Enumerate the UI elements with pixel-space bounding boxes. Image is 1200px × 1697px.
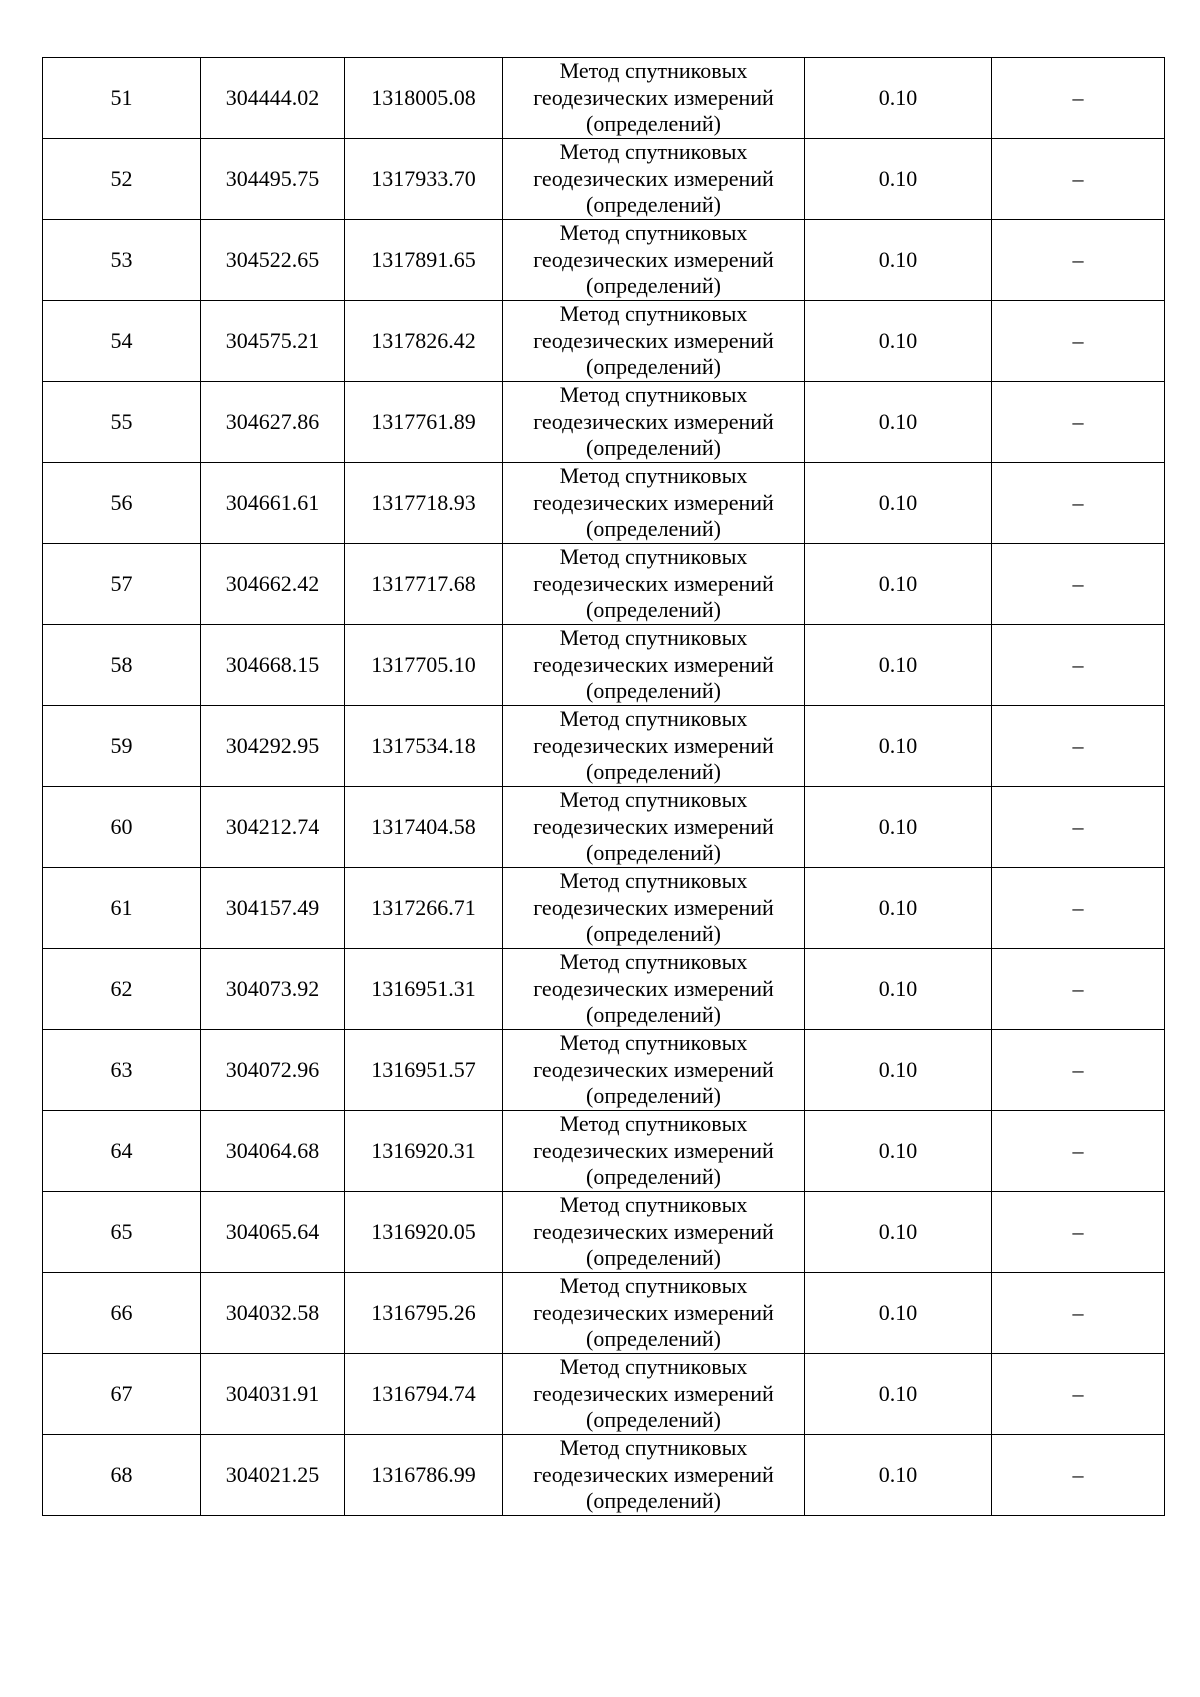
y-coordinate-cell: 1316794.74 <box>345 1354 503 1435</box>
x-coordinate-cell: 304495.75 <box>201 139 345 220</box>
accuracy-cell: 0.10 <box>805 463 992 544</box>
table-row <box>43 301 1165 382</box>
x-coordinate-cell: 304021.25 <box>201 1435 345 1516</box>
method-cell <box>503 1435 805 1516</box>
y-coordinate-cell: 1316795.26 <box>345 1273 503 1354</box>
accuracy-cell: 0.10 <box>805 706 992 787</box>
table-row <box>43 1273 1165 1354</box>
table-row <box>43 139 1165 220</box>
method-line-1: Метод спутниковых <box>559 787 748 813</box>
method-line-3: (определений) <box>586 1326 721 1352</box>
accuracy-cell: 0.10 <box>805 1030 992 1111</box>
note-cell: – <box>992 544 1165 625</box>
method-cell <box>503 1354 805 1435</box>
x-coordinate-cell: 304575.21 <box>201 301 345 382</box>
method-line-3: (определений) <box>586 435 721 461</box>
x-coordinate-cell: 304212.74 <box>201 787 345 868</box>
x-coordinate-cell: 304073.92 <box>201 949 345 1030</box>
table-body <box>43 58 1165 1516</box>
coordinates-table <box>42 57 1165 1516</box>
point-number-cell: 59 <box>43 706 201 787</box>
point-number-cell: 68 <box>43 1435 201 1516</box>
point-number-cell: 51 <box>43 58 201 139</box>
method-line-3: (определений) <box>586 1164 721 1190</box>
method-line-2: геодезических измерений <box>533 489 774 515</box>
note-cell: – <box>992 787 1165 868</box>
note-cell: – <box>992 382 1165 463</box>
note-cell: – <box>992 1435 1165 1516</box>
point-number-cell: 52 <box>43 139 201 220</box>
method-cell <box>503 58 805 139</box>
note-cell: – <box>992 1192 1165 1273</box>
method-line-3: (определений) <box>586 354 721 380</box>
accuracy-cell: 0.10 <box>805 1435 992 1516</box>
table-row <box>43 625 1165 706</box>
method-cell <box>503 706 805 787</box>
method-line-1: Метод спутниковых <box>559 220 748 246</box>
method-line-1: Метод спутниковых <box>559 1111 748 1137</box>
y-coordinate-cell: 1316951.57 <box>345 1030 503 1111</box>
method-line-2: геодезических измерений <box>533 732 774 758</box>
method-line-3: (определений) <box>586 516 721 542</box>
point-number-cell: 60 <box>43 787 201 868</box>
note-cell: – <box>992 463 1165 544</box>
method-line-2: геодезических измерений <box>533 1218 774 1244</box>
accuracy-cell: 0.10 <box>805 58 992 139</box>
accuracy-cell: 0.10 <box>805 139 992 220</box>
accuracy-cell: 0.10 <box>805 1111 992 1192</box>
method-line-2: геодезических измерений <box>533 246 774 272</box>
method-cell <box>503 382 805 463</box>
method-line-2: геодезических измерений <box>533 975 774 1001</box>
x-coordinate-cell: 304031.91 <box>201 1354 345 1435</box>
method-line-1: Метод спутниковых <box>559 1030 748 1056</box>
method-line-2: геодезических измерений <box>533 813 774 839</box>
accuracy-cell: 0.10 <box>805 949 992 1030</box>
y-coordinate-cell: 1317404.58 <box>345 787 503 868</box>
table-row <box>43 868 1165 949</box>
accuracy-cell: 0.10 <box>805 625 992 706</box>
point-number-cell: 56 <box>43 463 201 544</box>
method-line-3: (определений) <box>586 273 721 299</box>
method-line-1: Метод спутниковых <box>559 625 748 651</box>
method-cell <box>503 625 805 706</box>
method-line-1: Метод спутниковых <box>559 1354 748 1380</box>
method-line-3: (определений) <box>586 192 721 218</box>
x-coordinate-cell: 304661.61 <box>201 463 345 544</box>
method-line-1: Метод спутниковых <box>559 58 748 84</box>
note-cell: – <box>992 868 1165 949</box>
method-line-3: (определений) <box>586 597 721 623</box>
x-coordinate-cell: 304032.58 <box>201 1273 345 1354</box>
x-coordinate-cell: 304522.65 <box>201 220 345 301</box>
method-cell <box>503 787 805 868</box>
accuracy-cell: 0.10 <box>805 868 992 949</box>
method-cell <box>503 1273 805 1354</box>
method-line-1: Метод спутниковых <box>559 139 748 165</box>
note-cell: – <box>992 1111 1165 1192</box>
table-row <box>43 1354 1165 1435</box>
x-coordinate-cell: 304668.15 <box>201 625 345 706</box>
x-coordinate-cell: 304157.49 <box>201 868 345 949</box>
point-number-cell: 62 <box>43 949 201 1030</box>
method-cell <box>503 139 805 220</box>
y-coordinate-cell: 1316920.31 <box>345 1111 503 1192</box>
method-line-3: (определений) <box>586 1083 721 1109</box>
accuracy-cell: 0.10 <box>805 1354 992 1435</box>
note-cell: – <box>992 949 1165 1030</box>
note-cell: – <box>992 706 1165 787</box>
accuracy-cell: 0.10 <box>805 544 992 625</box>
y-coordinate-cell: 1317933.70 <box>345 139 503 220</box>
point-number-cell: 66 <box>43 1273 201 1354</box>
method-line-2: геодезических измерений <box>533 84 774 110</box>
note-cell: – <box>992 1354 1165 1435</box>
accuracy-cell: 0.10 <box>805 1192 992 1273</box>
method-line-2: геодезических измерений <box>533 327 774 353</box>
method-cell <box>503 1192 805 1273</box>
method-line-2: геодезических измерений <box>533 1137 774 1163</box>
point-number-cell: 67 <box>43 1354 201 1435</box>
method-line-3: (определений) <box>586 1407 721 1433</box>
method-line-1: Метод спутниковых <box>559 301 748 327</box>
point-number-cell: 63 <box>43 1030 201 1111</box>
method-line-3: (определений) <box>586 1002 721 1028</box>
note-cell: – <box>992 139 1165 220</box>
method-line-3: (определений) <box>586 1245 721 1271</box>
method-line-2: геодезических измерений <box>533 1299 774 1325</box>
table-row <box>43 220 1165 301</box>
method-line-2: геодезических измерений <box>533 1461 774 1487</box>
method-line-3: (определений) <box>586 759 721 785</box>
method-line-1: Метод спутниковых <box>559 706 748 732</box>
table-row <box>43 382 1165 463</box>
table-row <box>43 706 1165 787</box>
table-row <box>43 1192 1165 1273</box>
accuracy-cell: 0.10 <box>805 301 992 382</box>
method-line-1: Метод спутниковых <box>559 1273 748 1299</box>
method-line-2: геодезических измерений <box>533 651 774 677</box>
method-line-2: геодезических измерений <box>533 570 774 596</box>
method-line-3: (определений) <box>586 111 721 137</box>
method-line-1: Метод спутниковых <box>559 949 748 975</box>
y-coordinate-cell: 1317718.93 <box>345 463 503 544</box>
point-number-cell: 53 <box>43 220 201 301</box>
y-coordinate-cell: 1316951.31 <box>345 949 503 1030</box>
accuracy-cell: 0.10 <box>805 382 992 463</box>
point-number-cell: 55 <box>43 382 201 463</box>
method-line-2: геодезических измерений <box>533 1056 774 1082</box>
x-coordinate-cell: 304627.86 <box>201 382 345 463</box>
method-cell <box>503 301 805 382</box>
y-coordinate-cell: 1317891.65 <box>345 220 503 301</box>
method-line-2: геодезических измерений <box>533 165 774 191</box>
point-number-cell: 58 <box>43 625 201 706</box>
accuracy-cell: 0.10 <box>805 220 992 301</box>
note-cell: – <box>992 1030 1165 1111</box>
y-coordinate-cell: 1318005.08 <box>345 58 503 139</box>
method-line-3: (определений) <box>586 678 721 704</box>
note-cell: – <box>992 220 1165 301</box>
note-cell: – <box>992 625 1165 706</box>
method-line-1: Метод спутниковых <box>559 1435 748 1461</box>
method-line-1: Метод спутниковых <box>559 544 748 570</box>
x-coordinate-cell: 304662.42 <box>201 544 345 625</box>
table-row <box>43 787 1165 868</box>
y-coordinate-cell: 1317705.10 <box>345 625 503 706</box>
method-line-2: геодезических измерений <box>533 408 774 434</box>
table-row <box>43 544 1165 625</box>
note-cell: – <box>992 301 1165 382</box>
x-coordinate-cell: 304065.64 <box>201 1192 345 1273</box>
point-number-cell: 65 <box>43 1192 201 1273</box>
x-coordinate-cell: 304064.68 <box>201 1111 345 1192</box>
method-line-1: Метод спутниковых <box>559 868 748 894</box>
method-line-1: Метод спутниковых <box>559 463 748 489</box>
y-coordinate-cell: 1317266.71 <box>345 868 503 949</box>
method-line-3: (определений) <box>586 1488 721 1514</box>
point-number-cell: 57 <box>43 544 201 625</box>
x-coordinate-cell: 304072.96 <box>201 1030 345 1111</box>
accuracy-cell: 0.10 <box>805 787 992 868</box>
method-line-1: Метод спутниковых <box>559 382 748 408</box>
method-line-2: геодезических измерений <box>533 894 774 920</box>
method-cell <box>503 463 805 544</box>
point-number-cell: 64 <box>43 1111 201 1192</box>
y-coordinate-cell: 1317534.18 <box>345 706 503 787</box>
method-cell <box>503 949 805 1030</box>
y-coordinate-cell: 1316920.05 <box>345 1192 503 1273</box>
table-row <box>43 1435 1165 1516</box>
accuracy-cell: 0.10 <box>805 1273 992 1354</box>
x-coordinate-cell: 304444.02 <box>201 58 345 139</box>
method-cell <box>503 868 805 949</box>
method-line-2: геодезических измерений <box>533 1380 774 1406</box>
table-row <box>43 1030 1165 1111</box>
method-line-3: (определений) <box>586 921 721 947</box>
method-cell <box>503 1030 805 1111</box>
point-number-cell: 54 <box>43 301 201 382</box>
method-line-1: Метод спутниковых <box>559 1192 748 1218</box>
y-coordinate-cell: 1317761.89 <box>345 382 503 463</box>
note-cell: – <box>992 58 1165 139</box>
method-cell <box>503 220 805 301</box>
method-line-3: (определений) <box>586 840 721 866</box>
y-coordinate-cell: 1316786.99 <box>345 1435 503 1516</box>
table-row <box>43 1111 1165 1192</box>
point-number-cell: 61 <box>43 868 201 949</box>
y-coordinate-cell: 1317826.42 <box>345 301 503 382</box>
table-row <box>43 58 1165 139</box>
table-row <box>43 463 1165 544</box>
table-row <box>43 949 1165 1030</box>
method-cell <box>503 1111 805 1192</box>
note-cell: – <box>992 1273 1165 1354</box>
method-cell <box>503 544 805 625</box>
x-coordinate-cell: 304292.95 <box>201 706 345 787</box>
y-coordinate-cell: 1317717.68 <box>345 544 503 625</box>
